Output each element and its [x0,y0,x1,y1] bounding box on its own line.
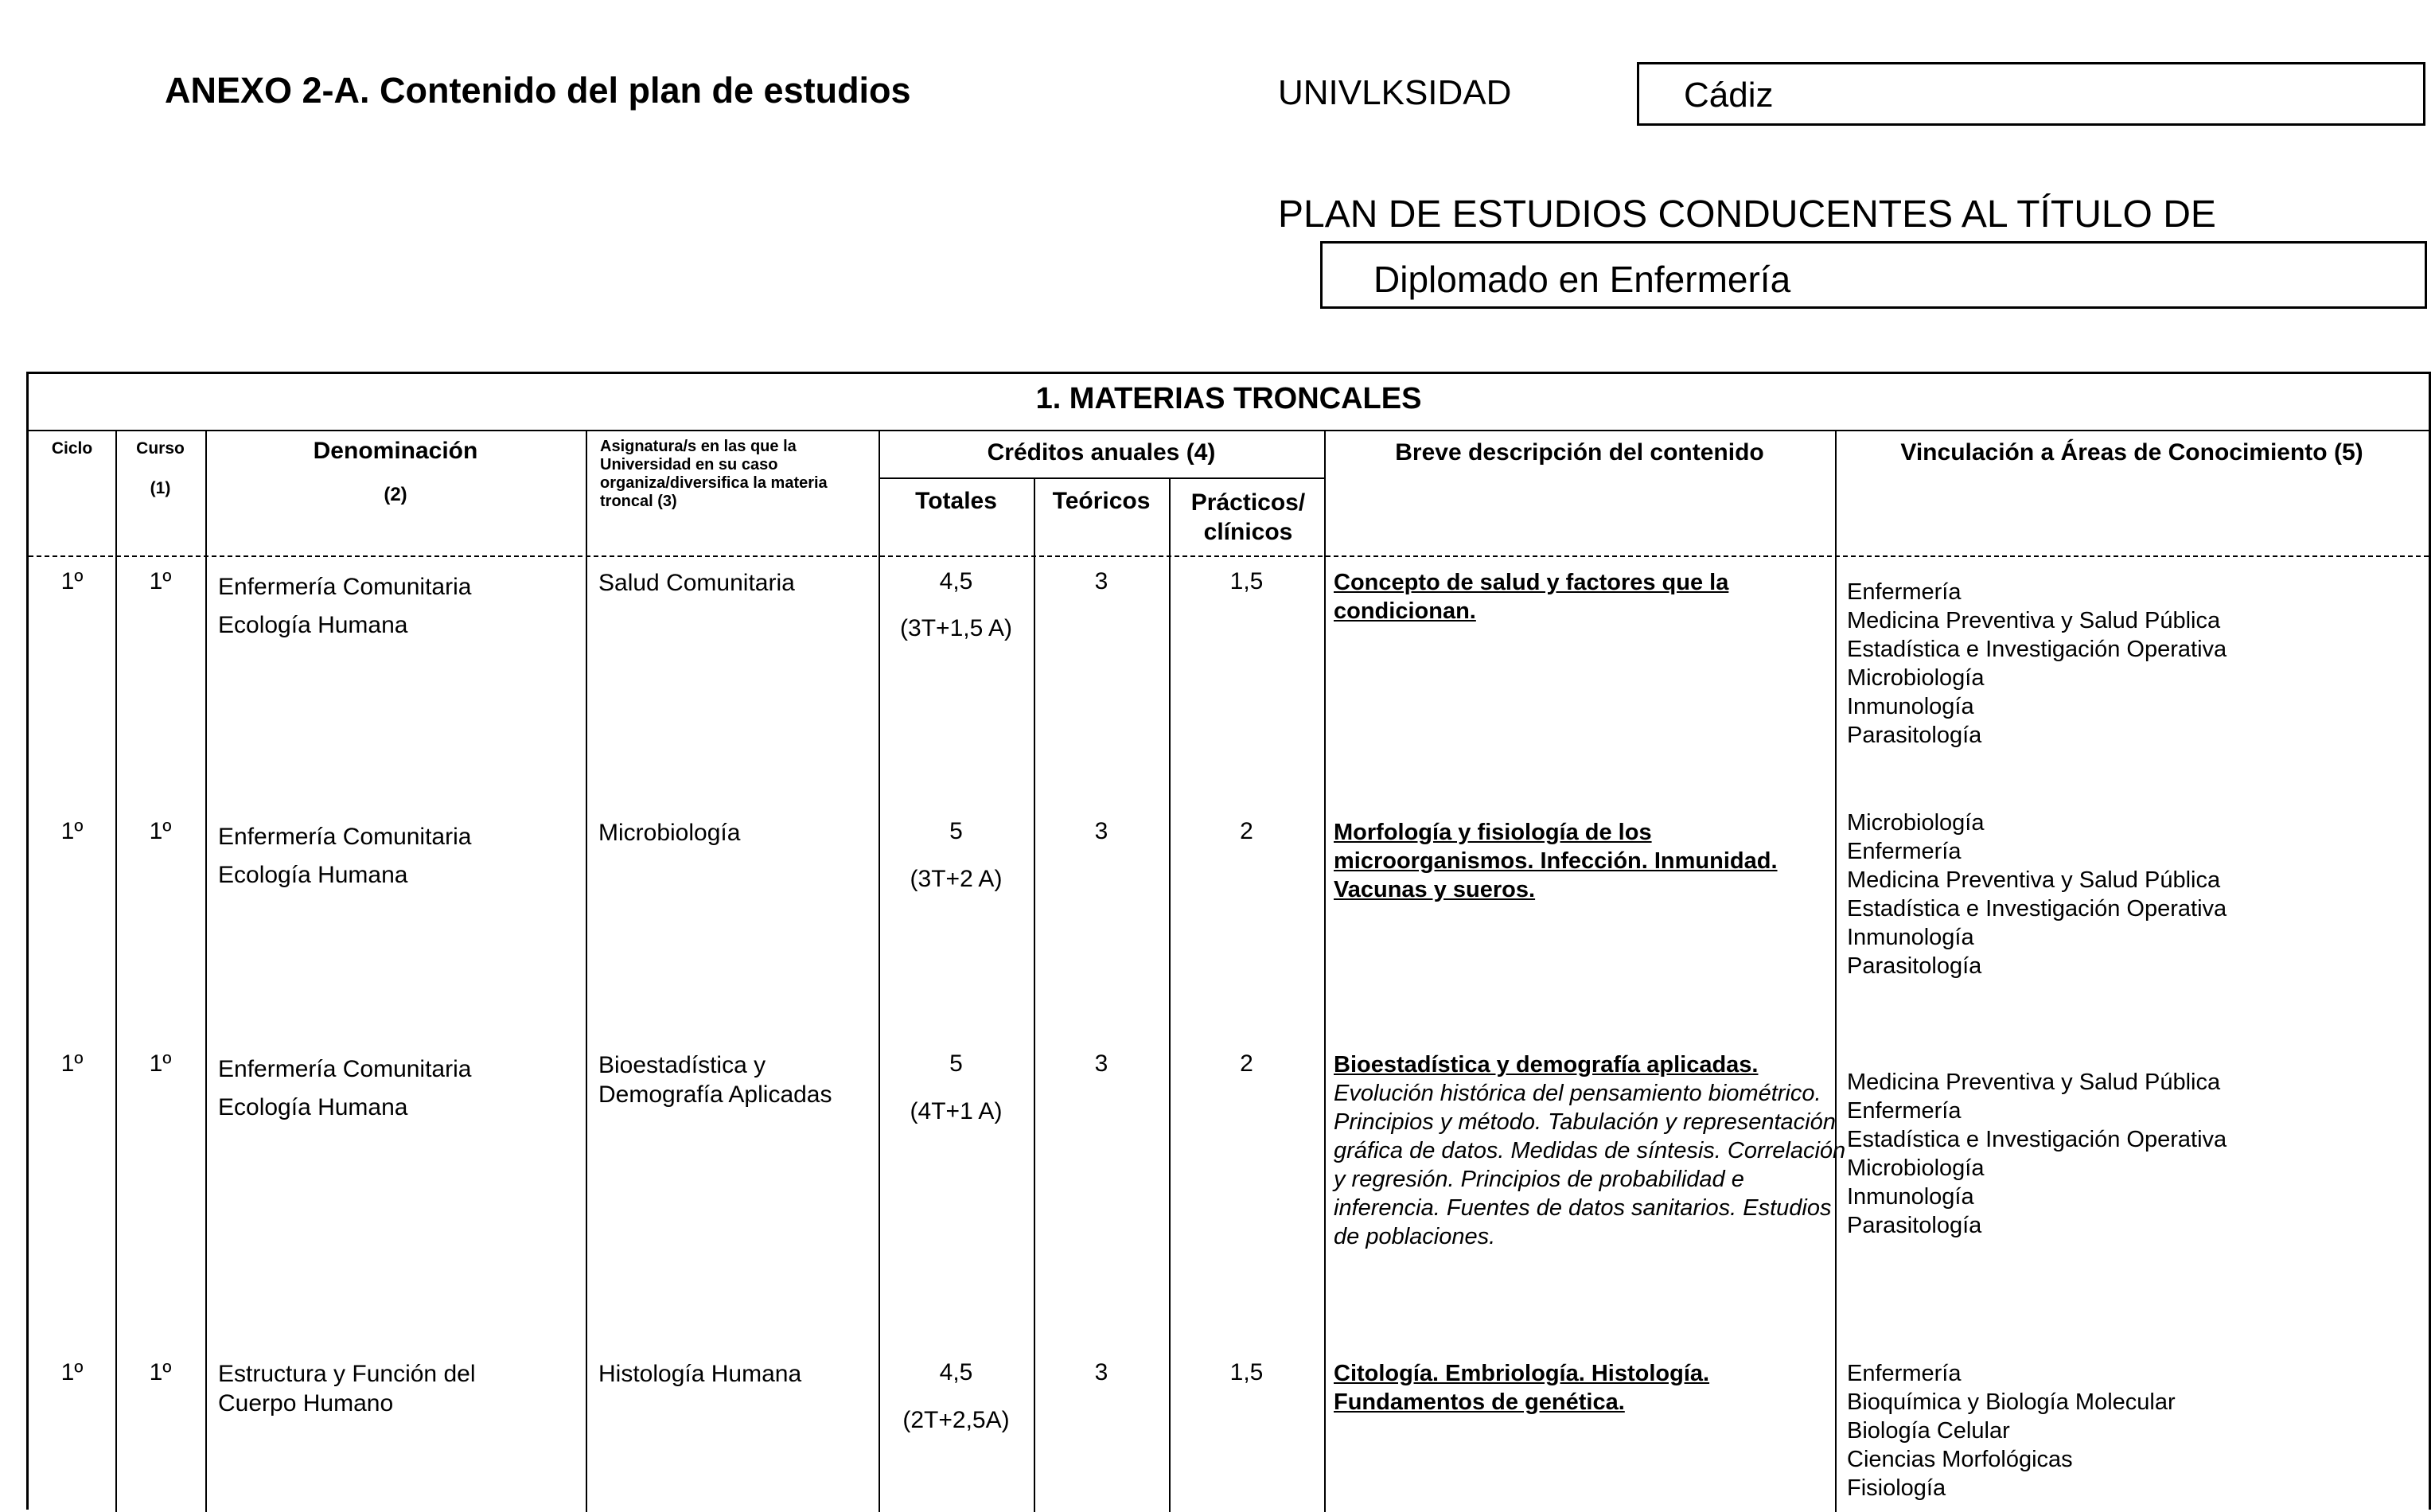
denominacion-cell [218,818,576,894]
area-item: Microbiología [1847,810,1985,836]
area-item: Biología Celular [1847,1418,2010,1444]
areas-cell [1847,809,2420,980]
table-rule [1034,477,1035,1512]
denominacion-line: Enfermería Comunitaria [218,574,472,600]
header-creditos: Créditos anuales (4) [987,439,1216,466]
curso-cell: 1º [149,818,172,844]
table-rule [586,430,587,1512]
teoricos-cell: 3 [1094,1359,1108,1385]
ciclo-cell: 1º [60,1050,84,1077]
area-item: Inmunología [1847,1184,1974,1210]
totales-detail-cell: (3T+1,5 A) [900,615,1012,641]
annex-title: ANEXO 2-A. Contenido del plan de estudios [165,70,911,111]
area-item: Estadística e Investigación Operativa [1847,896,2227,922]
teoricos-cell: 3 [1094,568,1108,594]
descripcion-title: Bioestadística y demografía aplicadas. [1334,1052,1759,1077]
table-rule [29,430,2429,431]
header-denominacion-note: (2) [384,484,407,505]
table-rule [1324,430,1326,1512]
practicos-cell: 2 [1240,818,1253,844]
header-totales: Totales [915,488,997,514]
area-item: Parasitología [1847,1213,1982,1238]
totales-detail-cell: (3T+2 A) [910,866,1003,892]
descripcion-cell [1334,1359,1827,1417]
teoricos-cell: 3 [1094,818,1108,844]
area-item: Medicina Preventiva y Salud Pública [1847,867,2221,893]
area-item: Medicina Preventiva y Salud Pública [1847,608,2221,633]
university-field: Cádiz [1637,62,2425,126]
table-rule [1169,477,1171,1512]
area-item: Enfermería [1847,1361,1962,1386]
denominacion-cell [218,1050,576,1127]
curso-cell: 1º [149,1050,172,1077]
plan-title: PLAN DE ESTUDIOS CONDUCENTES AL TÍTULO DE [1278,193,2216,236]
university-label: UNIVLKSIDAD [1278,73,1512,112]
area-item: Inmunología [1847,694,1974,719]
denominacion-line: Ecología Humana [218,612,408,638]
curso-cell: 1º [149,1359,172,1385]
table-rule [205,430,207,1512]
asignatura-cell: Salud Comunitaria [598,570,795,596]
area-item: Parasitología [1847,723,1982,748]
degree-field: Diplomado en Enfermería [1320,241,2427,309]
areas-cell [1847,1068,2420,1240]
denominacion-cell [218,568,576,645]
descripcion-cell [1334,1050,1847,1251]
descripcion-title: Citología. Embriología. Histología. Fundamentos de genética. [1334,1361,1710,1415]
practicos-cell: 1,5 [1229,568,1264,594]
practicos-cell: 1,5 [1229,1359,1264,1385]
practicos-cell: 2 [1240,1050,1253,1077]
area-item: Enfermería [1847,579,1962,605]
ciclo-cell: 1º [60,818,84,844]
denominacion-line: Ecología Humana [218,862,408,888]
descripcion-cell [1334,568,1827,625]
asignatura-cell: Microbiología [598,820,741,846]
descripcion-title: Concepto de salud y factores que la condicionan. [1334,570,1729,624]
table-rule [1835,430,1837,1512]
ciclo-cell: 1º [60,1359,84,1385]
area-item: Medicina Preventiva y Salud Pública [1847,1070,2221,1095]
header-asignatura: Asignatura/s en las que la Universidad en su caso organiza/diversifica la materia troncal (3) [600,438,828,510]
header-curso: Curso [136,439,185,458]
denominacion-line: Ecología Humana [218,1094,408,1120]
totales-cell: 5 [949,1050,963,1077]
descripcion-cell [1334,818,1827,904]
teoricos-cell: 3 [1094,1050,1108,1077]
asignatura-cell: Bioestadística y Demografía Aplicadas [598,1052,832,1108]
ciclo-cell: 1º [60,568,84,594]
table-rule [879,477,1324,479]
curso-cell: 1º [149,568,172,594]
totales-cell: 4,5 [939,568,973,594]
areas-cell [1847,1359,2420,1502]
denominacion-line: Enfermería Comunitaria [218,824,472,850]
descripcion-body: Evolución histórica del pensamiento biométrico. Principios y método. Tabulación y representación gráfica de datos. Medidas de síntesis. Correlación y regresión. Principios de probabilidad e inferencia. Fuentes de datos sanitarios. Estudios de poblaciones. [1334,1081,1846,1249]
area-item: Inmunología [1847,925,1974,950]
area-item: Estadística e Investigación Operativa [1847,1127,2227,1152]
denominacion-cell: Estructura y Función del Cuerpo Humano [218,1361,476,1417]
header-practicos: Prácticos/ clínicos [1190,489,1306,545]
area-item: Bioquímica y Biología Molecular [1847,1389,2176,1415]
totales-detail-cell: (4T+1 A) [910,1098,1003,1124]
area-item: Microbiología [1847,1155,1985,1181]
asignatura-cell: Histología Humana [598,1361,802,1387]
table-rule [29,555,2429,557]
header-teoricos: Teóricos [1052,488,1151,514]
header-descripcion: Breve descripción del contenido [1395,439,1764,466]
area-item: Microbiología [1847,665,1985,691]
area-item: Ciencias Morfológicas [1847,1447,2073,1472]
descripcion-title: Morfología y fisiología de los microorganismos. Infección. Inmunidad. Vacunas y sueros. [1334,820,1778,902]
header-curso-note: (1) [150,479,171,497]
area-item: Enfermería [1847,1098,1962,1124]
area-item: Parasitología [1847,953,1982,979]
areas-cell [1847,578,2420,750]
header-ciclo: Ciclo [51,439,93,458]
totales-cell: 4,5 [939,1359,973,1385]
header-vinculacion: Vinculación a Áreas de Conocimiento (5) [1900,439,2363,466]
materias-troncales-table [26,372,2431,1510]
section-title: 1. MATERIAS TRONCALES [1035,382,1422,415]
header-denominacion: Denominación [313,438,478,464]
totales-detail-cell: (2T+2,5A) [902,1407,1010,1433]
area-item: Enfermería [1847,839,1962,864]
area-item: Estadística e Investigación Operativa [1847,637,2227,662]
denominacion-line: Enfermería Comunitaria [218,1056,472,1082]
totales-cell: 5 [949,818,963,844]
area-item: Fisiología [1847,1475,1946,1501]
